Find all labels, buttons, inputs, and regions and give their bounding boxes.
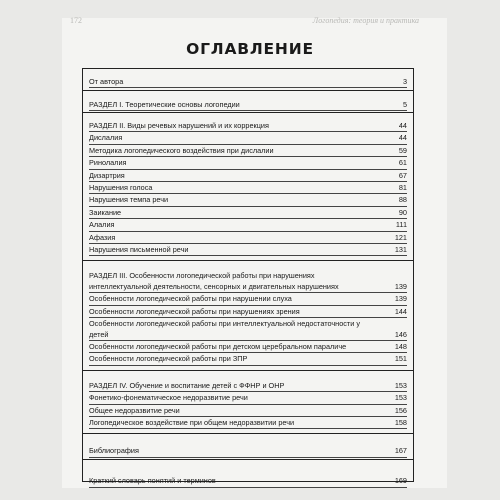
toc-entry-page: 67 <box>398 170 407 180</box>
toc-entry <box>89 446 407 457</box>
toc-entry-page: 59 <box>398 145 407 155</box>
toc-entry-page: 144 <box>394 306 407 316</box>
table-of-contents <box>82 68 414 486</box>
toc-entry-page: 153 <box>394 393 407 403</box>
toc-entry-page: 111 <box>395 220 407 230</box>
toc-entry-page: 169 <box>394 476 407 486</box>
toc-entry <box>89 158 407 169</box>
bleed-through-header <box>62 14 447 42</box>
toc-group-section-1 <box>83 91 413 113</box>
toc-entry-title: Особенности логопедической работы при нарушении слуха <box>89 294 292 304</box>
toc-entry <box>89 146 407 157</box>
toc-entry <box>89 133 407 144</box>
toc-entry-page: 139 <box>394 294 407 304</box>
toc-entry-title: РАЗДЕЛ I. Теоретические основы логопедии <box>89 100 240 109</box>
toc-entry-page: 121 <box>394 232 407 242</box>
toc-entry-title: Нарушения голоса <box>89 183 153 193</box>
toc-entry <box>89 77 407 88</box>
toc-entry <box>89 294 407 305</box>
toc-entry <box>89 381 407 392</box>
toc-group-section-3 <box>83 261 413 370</box>
toc-entry-page: 158 <box>394 417 407 427</box>
toc-group-bibliography <box>83 434 413 460</box>
toc-entry <box>89 171 407 182</box>
toc-entry-page: 139 <box>394 281 407 291</box>
toc-entry-page: 131 <box>394 245 407 255</box>
toc-entry <box>89 208 407 219</box>
toc-entry-title: Логопедическое воздействие при общем недоразвитии речи <box>89 417 295 427</box>
toc-entry-title: Афазия <box>89 232 116 242</box>
toc-entry-title: Особенности логопедической работы при интеллектуальной недостаточности у детей <box>89 319 361 339</box>
toc-entry-title: Методика логопедического воздействия при дислалии <box>89 145 274 155</box>
toc-entry <box>89 342 407 353</box>
toc-entry <box>89 354 407 365</box>
toc-entry <box>89 100 407 111</box>
toc-entry <box>89 476 407 487</box>
toc-entry <box>89 307 407 318</box>
toc-entry-page: 61 <box>398 158 407 168</box>
running-page-number: 172 <box>70 16 82 25</box>
toc-entry-title: РАЗДЕЛ IV. Обучение и воспитание детей с ФФНР и ОНР <box>89 380 285 390</box>
toc-group-author <box>83 69 413 91</box>
toc-entry <box>89 245 407 256</box>
toc-entry-title: Дислалия <box>89 133 123 143</box>
toc-entry-title: РАЗДЕЛ III. Особенности логопедической работы при нарушениях интеллектуальной деятельности, сенсорных и двигательных нарушениях <box>89 271 339 291</box>
toc-entry <box>89 121 407 132</box>
toc-entry-title: Особенности логопедической работы при нарушениях зрения <box>89 306 300 316</box>
toc-entry-page: 88 <box>398 195 407 205</box>
toc-entry-page: 153 <box>394 380 407 390</box>
toc-entry-page: 167 <box>394 446 407 456</box>
toc-entry-title: Особенности логопедической работы при ЗПР <box>89 354 248 364</box>
toc-entry-title: Алалия <box>89 220 115 230</box>
toc-entry-page: 151 <box>394 354 407 364</box>
toc-entry-title: РАЗДЕЛ II. Виды речевых нарушений и их коррекция <box>89 121 269 130</box>
toc-entry <box>89 220 407 231</box>
toc-entry <box>89 418 407 429</box>
toc-entry-title: Нарушения письменной речи <box>89 245 189 255</box>
toc-entry <box>89 195 407 206</box>
toc-entry-page: 81 <box>398 183 407 193</box>
toc-entry-page: 3 <box>402 77 407 86</box>
toc-entry-page: 44 <box>398 121 407 130</box>
toc-group-section-2 <box>83 113 413 261</box>
toc-entry-page: 156 <box>394 405 407 415</box>
toc-entry-title: Библиография <box>89 446 139 456</box>
toc-entry <box>89 406 407 417</box>
toc-entry <box>89 393 407 404</box>
toc-entry <box>89 183 407 194</box>
toc-entry-title: Особенности логопедической работы при детском церебральном параличе <box>89 341 347 351</box>
toc-entry-title: Нарушения темпа речи <box>89 195 169 205</box>
toc-entry-title: Фонетико-фонематическое недоразвитие речи <box>89 393 248 403</box>
toc-entry <box>89 319 407 341</box>
toc-entry-page: 146 <box>394 329 407 339</box>
toc-entry-page: 148 <box>394 341 407 351</box>
toc-entry-title: Общее недоразвитие речи <box>89 405 180 415</box>
toc-entry-title: Заикание <box>89 207 122 217</box>
toc-entry <box>89 233 407 244</box>
toc-entry-page: 5 <box>402 100 407 109</box>
running-header-text: Логопедия: теория и практика <box>312 16 419 25</box>
toc-group-section-4 <box>83 371 413 435</box>
toc-entry-title: От автора <box>89 77 124 86</box>
page-title: ОГЛАВЛЕНИЕ <box>186 40 314 58</box>
toc-entry-title: Ринолалия <box>89 158 127 168</box>
toc-entry-page: 90 <box>398 207 407 217</box>
toc-entry-title: Дизартрия <box>89 170 125 180</box>
toc-group-glossary <box>83 460 413 491</box>
toc-entry-page: 44 <box>398 133 407 143</box>
toc-entry-title: Краткий словарь понятий и терминов <box>89 476 216 486</box>
toc-entry <box>89 271 407 293</box>
